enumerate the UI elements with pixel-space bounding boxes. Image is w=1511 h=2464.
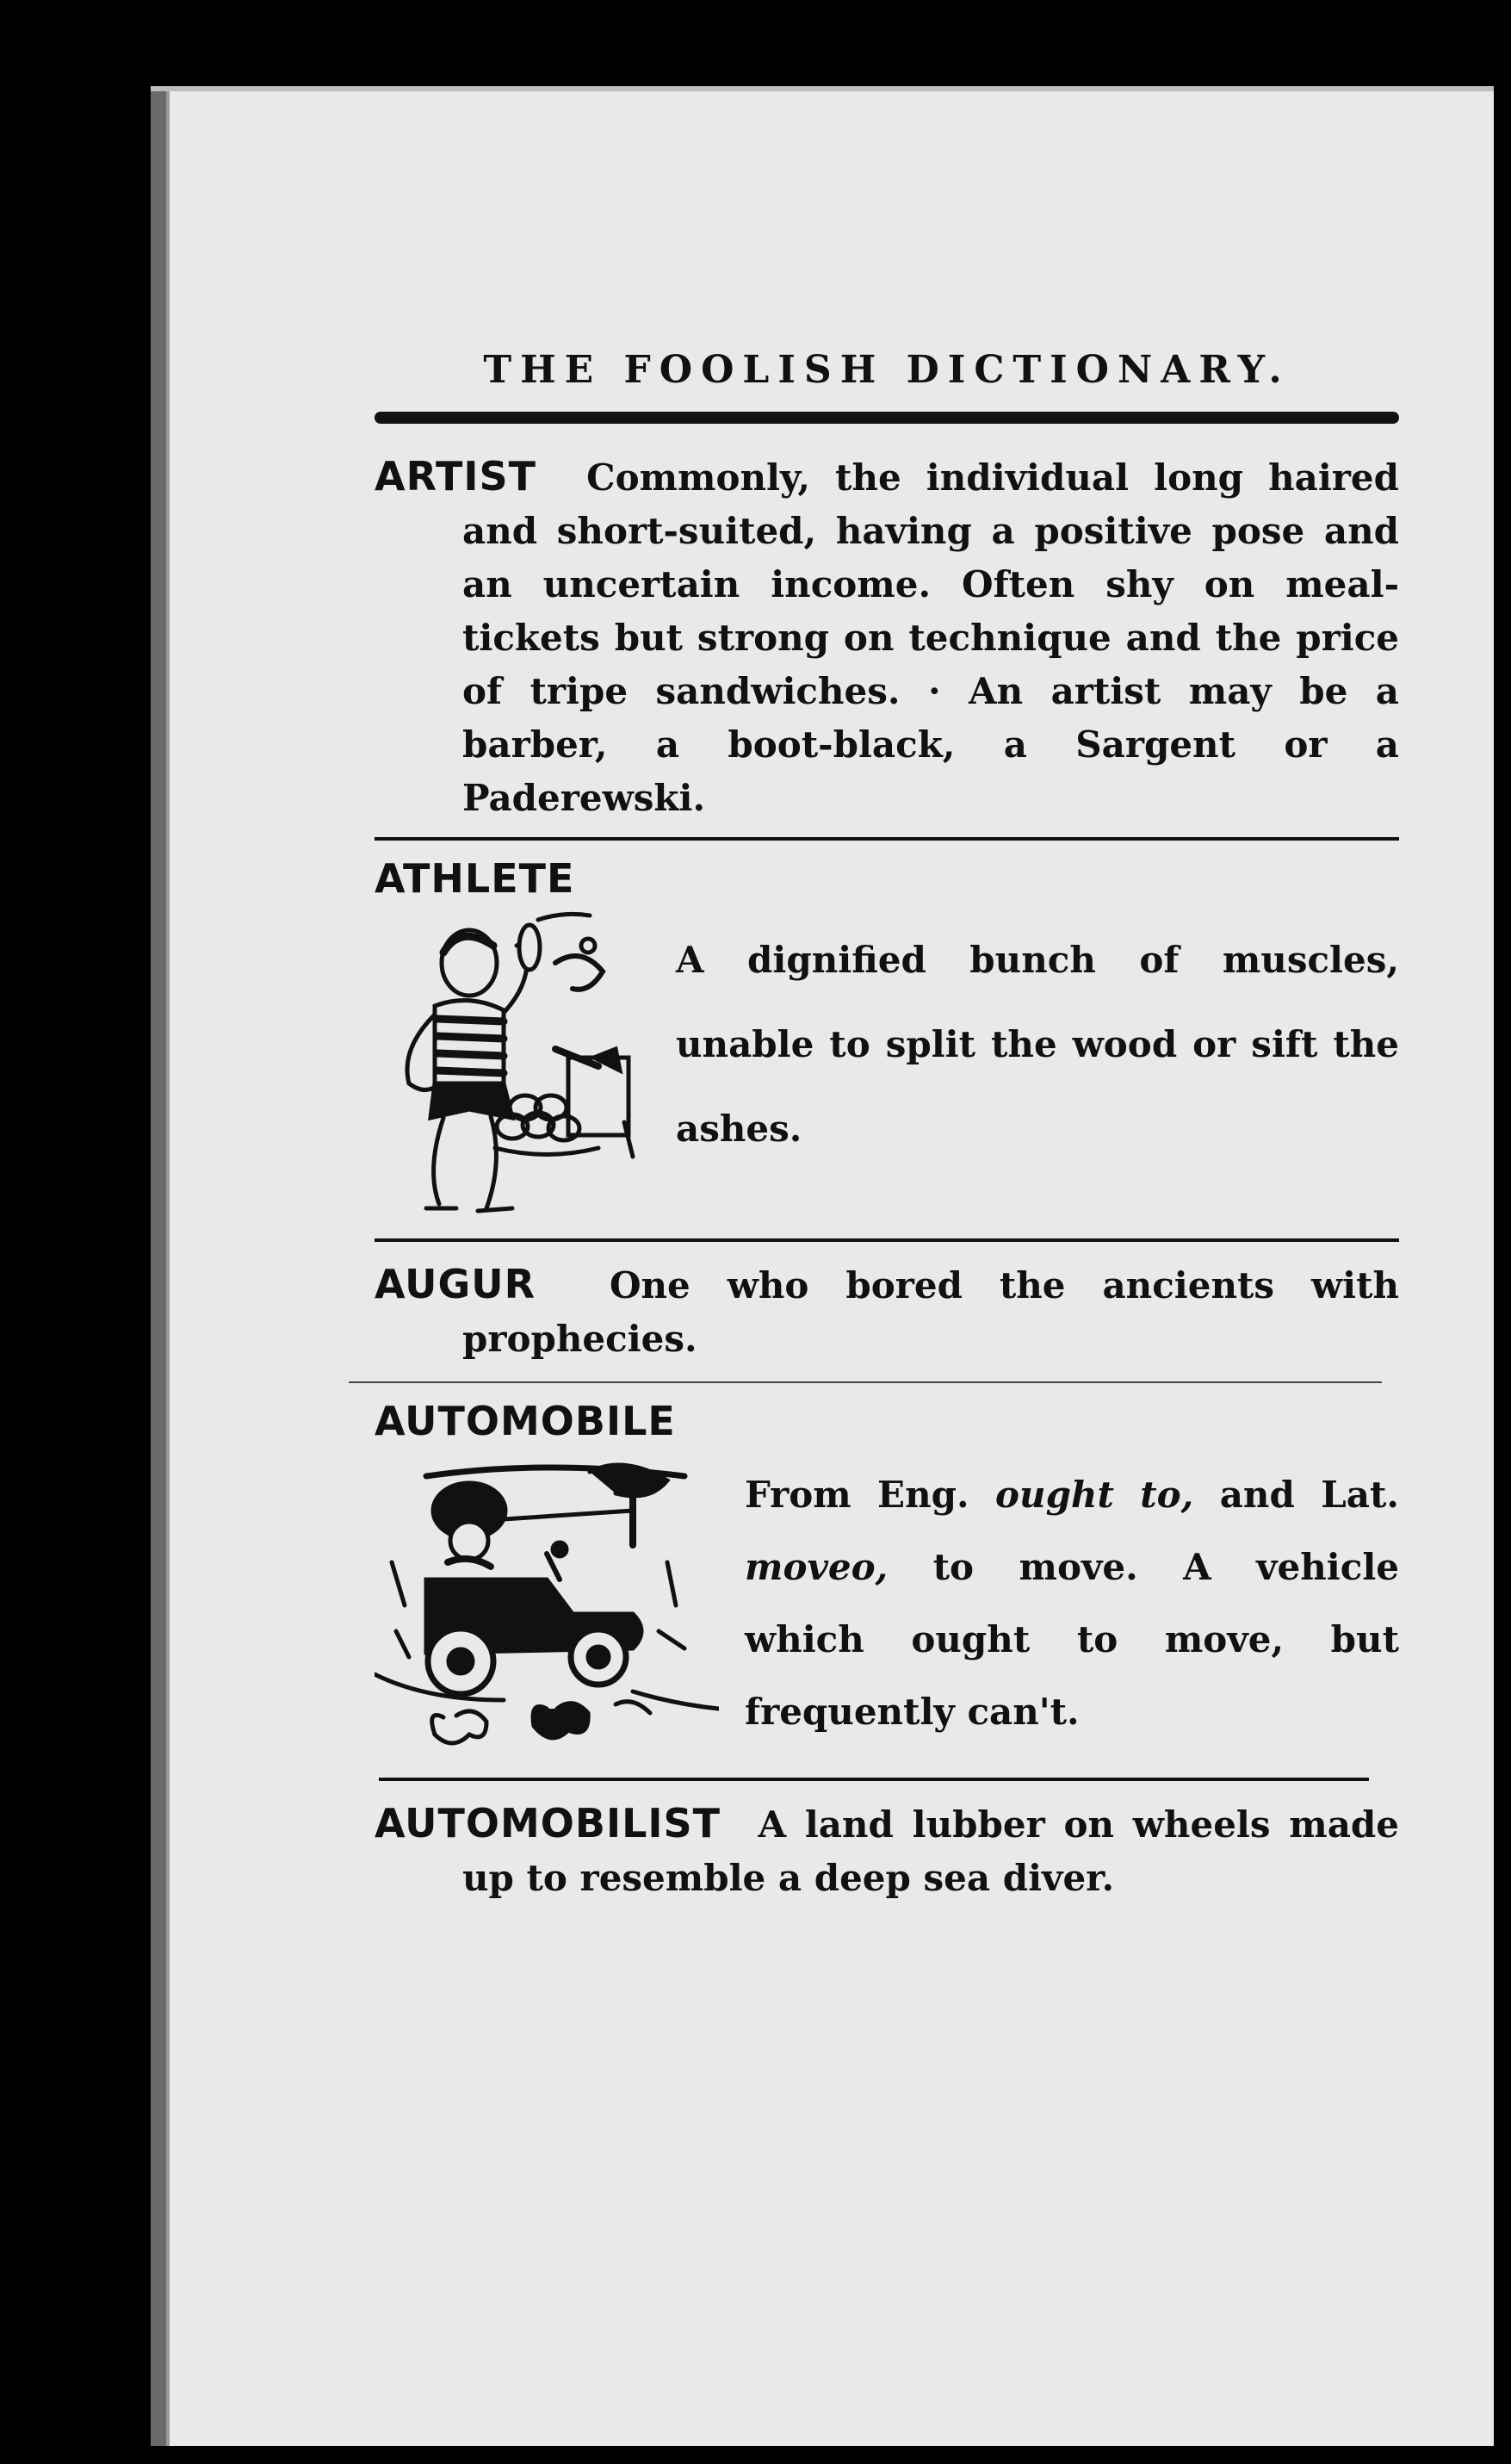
entry-definition: A dignified bunch of muscles, unable to split the wood or sift the ashes.	[676, 939, 1399, 1150]
entry-term: AUGUR	[375, 1261, 536, 1307]
entry-term: AUTOMOBILE	[375, 1398, 676, 1444]
entry-automobilist-text	[375, 1797, 1399, 1905]
entry-automobile	[375, 1395, 1399, 1760]
entry-automobile-definition	[719, 1459, 1399, 1748]
entry-divider	[375, 837, 1399, 841]
entry-divider	[349, 1381, 1382, 1383]
automobile-cartoon-icon	[375, 1459, 719, 1760]
definition-part: to move. A vehicle which ought to move, but frequently can't.	[745, 1546, 1400, 1733]
entry-athlete	[375, 853, 1399, 1221]
page-content	[375, 258, 1399, 1905]
definition-part: and Lat.	[1219, 1474, 1400, 1516]
entry-term: ATHLETE	[375, 855, 575, 902]
etymology-italic: ought to,	[995, 1474, 1194, 1516]
athlete-illustration-row	[375, 911, 1399, 1221]
entry-definition: A land lubber on wheels made up to resemble a deep sea diver.	[462, 1803, 1400, 1899]
automobile-illustration-row	[375, 1459, 1399, 1760]
entry-automobilist	[375, 1797, 1399, 1905]
book-page	[151, 86, 1494, 2446]
entry-definition: One who bored the ancients with prophecies.	[462, 1264, 1399, 1360]
definition-part: From Eng.	[745, 1474, 969, 1516]
athlete-cartoon-icon	[375, 911, 659, 1221]
entry-augur	[375, 1257, 1399, 1366]
header-rule	[375, 412, 1399, 424]
entry-divider	[375, 1238, 1399, 1242]
entry-artist	[375, 450, 1399, 825]
running-head: THE FOOLISH DICTIONARY.	[483, 348, 1291, 392]
entry-augur-text	[375, 1257, 1399, 1366]
entry-term: AUTOMOBILIST	[375, 1800, 721, 1846]
entry-artist-text	[375, 450, 1399, 825]
entry-term: ARTIST	[375, 453, 536, 500]
etymology-italic: moveo,	[745, 1546, 889, 1588]
entry-definition: Commonly, the individual long haired and short-suited, having a positive pose and an uncertain income. Often shy on meal-tickets but strong on technique and the price of tripe sandwiches. · An artist may be a barber, a boot-black, a Sargent or a Paderewski.	[462, 456, 1399, 819]
entry-divider	[379, 1778, 1369, 1781]
